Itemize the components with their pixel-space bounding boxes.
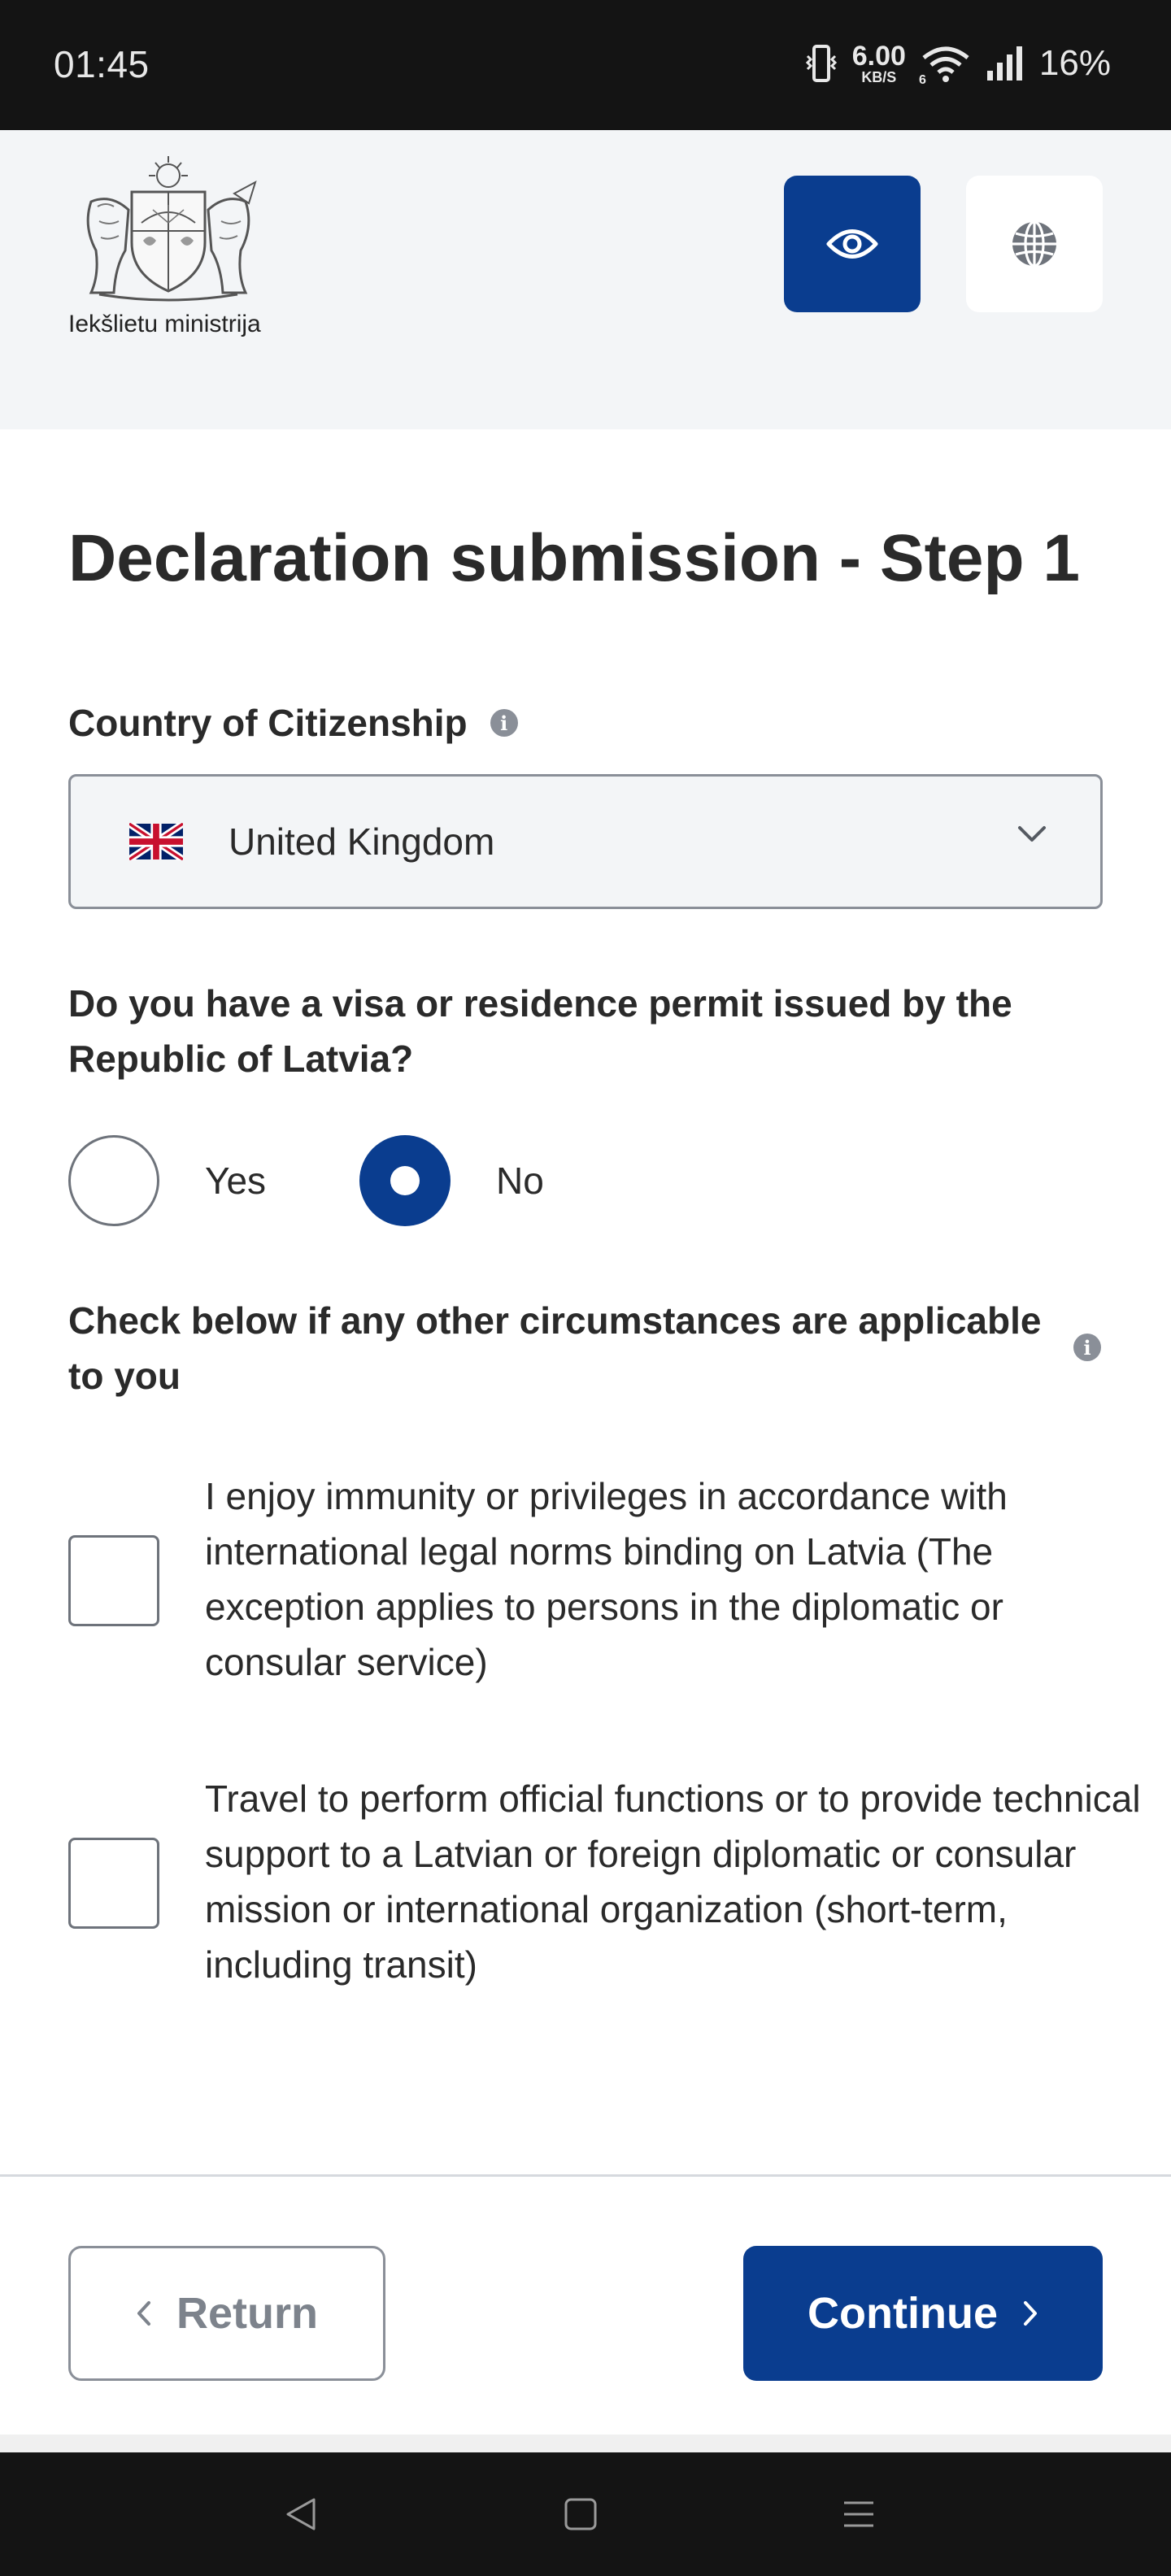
chevron-left-icon [136,2300,152,2326]
radio-selected-dot [390,1166,420,1195]
net-speed-unit: KB/S [861,69,897,85]
signal-icon [986,45,1026,82]
immunity-text[interactable]: I enjoy immunity or privileges in accordance with international legal norms binding on Latvia (The exception applies to persons in the diplomatic or consular service) [205,1475,1008,1683]
circumstances-heading: Check below if any other circumstances are applicable to you [68,1299,1042,1397]
continue-label: Continue [808,2289,998,2338]
wifi-badge: 6 [918,73,926,84]
chevron-down-icon [1017,825,1047,843]
accessibility-button[interactable] [784,176,921,312]
radio-yes-circle[interactable] [68,1135,159,1226]
wifi-icon [919,43,973,84]
home-nav-icon[interactable] [563,2496,599,2532]
vibrate-icon [803,43,839,84]
back-nav-icon[interactable] [283,2496,319,2532]
radio-no-label[interactable]: No [496,1160,544,1202]
status-indicators [803,41,1111,86]
coat-of-arms-icon [75,153,262,302]
footer-divider [0,2174,1171,2177]
immunity-checkbox[interactable] [68,1535,159,1626]
battery-percent: 16% [1038,43,1111,83]
eye-icon [825,224,879,264]
uk-flag-icon [129,823,183,860]
info-icon[interactable]: i [490,709,518,737]
circumstance-official-travel[interactable] [68,1771,1141,1999]
citizenship-select[interactable] [68,774,1103,909]
page-title: Declaration submission - Step 1 [68,521,1080,595]
status-time: 01:45 [54,43,150,85]
recents-nav-icon[interactable] [841,2496,877,2532]
radio-yes-label[interactable]: Yes [205,1160,267,1202]
android-nav-bar [0,2452,1171,2576]
return-label: Return [176,2289,318,2338]
chevron-right-icon [1022,2300,1038,2326]
globe-icon [1010,220,1059,268]
citizenship-label-row [68,701,518,745]
logo-text: Iekšlietu ministrija [68,311,261,337]
continue-button[interactable] [743,2246,1103,2381]
bottom-strip [0,2435,1171,2452]
circumstance-immunity[interactable] [68,1469,1103,1696]
return-button[interactable] [68,2246,385,2381]
network-speed [852,42,906,85]
language-button[interactable] [966,176,1103,312]
official-travel-checkbox[interactable] [68,1838,159,1929]
circumstances-info-icon[interactable]: i [1073,1334,1101,1361]
net-speed-value: 6.00 [851,41,906,72]
status-bar [0,0,1171,130]
radio-yes[interactable] [68,1135,266,1226]
official-travel-text[interactable]: Travel to perform official functions or to provide technical support to a Latvian or foreign diplomatic or consular mission or international organization (short-term, including transit) [205,1778,1141,1986]
citizenship-value: United Kingdom [229,820,495,863]
radio-no[interactable] [359,1135,544,1226]
ministry-logo[interactable] [68,153,276,338]
citizenship-label: Country of Citizenship [68,702,468,744]
site-header [0,130,1171,429]
radio-no-circle[interactable] [359,1135,451,1226]
visa-question: Do you have a visa or residence permit issued by the Republic of Latvia? [68,982,1012,1080]
